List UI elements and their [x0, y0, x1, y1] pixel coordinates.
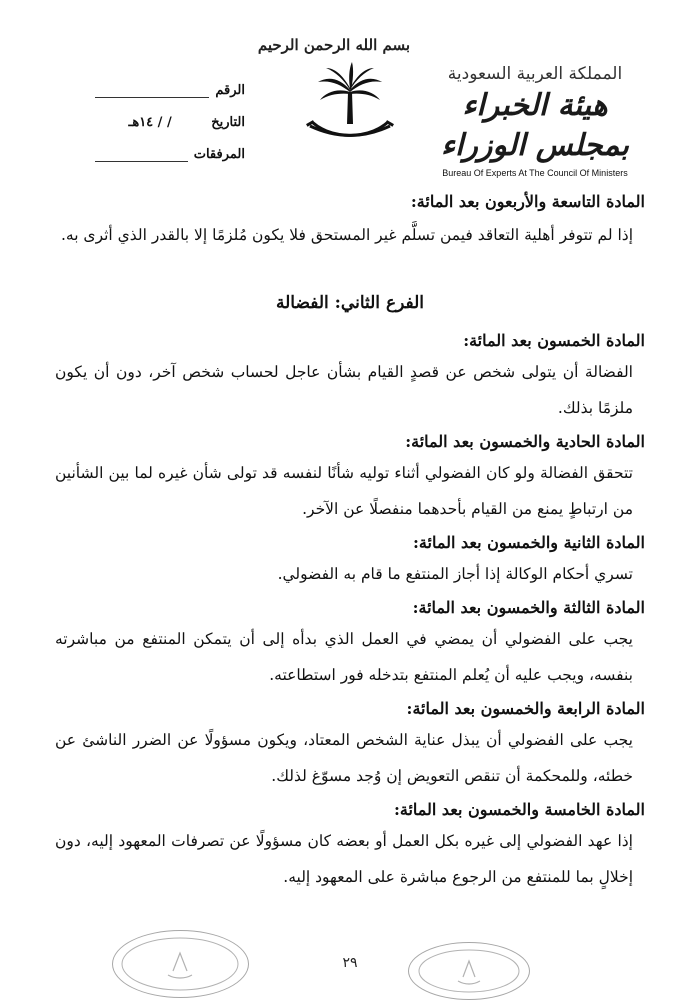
org-kingdom: المملكة العربية السعودية	[447, 64, 623, 84]
date-value: / / ١٤هـ	[128, 115, 172, 130]
attachments-label: المرفقات	[193, 147, 245, 162]
article-text: يجب على الفضولي أن يمضي في العمل الذي بدأه إلى أن يتمكن المنتفع من مباشرته بنفسه، ويجب عليه أن يُعلم المنتفع بتدخله فور استطاعته.	[55, 630, 633, 684]
date-label: التاريخ	[211, 115, 245, 130]
reference-block	[95, 66, 245, 162]
article-heading: المادة الثانية والخمسون بعد المائة:	[413, 533, 645, 552]
article-heading: المادة الرابعة والخمسون بعد المائة:	[406, 699, 645, 718]
org-name: هيئة الخبراء بمجلس الوزراء	[440, 88, 630, 163]
letterhead	[0, 0, 700, 178]
official-seal-icon	[112, 930, 249, 998]
branch-title: الفرع الثاني: الفضالة	[276, 293, 424, 313]
article-heading: المادة التاسعة والأربعون بعد المائة:	[410, 192, 645, 211]
document-body	[55, 180, 645, 895]
article-text: الفضالة أن يتولى شخص عن قصدٍ القيام بشأن عاجل لحساب شخص آخر، دون أن يكون ملزمًا بذلك.	[55, 363, 633, 417]
article-text: يجب على الفضولي أن يبذل عناية الشخص المعتاد، ويكون مسؤولًا عن الضرر الناشئ عن خطئه، وللمحكمة أن تنقص التعويض إن وُجد مسوّغ لذلك.	[55, 731, 633, 785]
date-row	[95, 98, 245, 130]
ref-number-label: الرقم	[215, 83, 245, 98]
article-text: تسري أحكام الوكالة إذا أجاز المنتفع ما قام به الفضولي.	[277, 565, 633, 583]
official-seal-icon	[408, 942, 530, 1000]
article-heading: المادة الخمسون بعد المائة:	[463, 331, 645, 350]
attachments-line	[95, 147, 188, 162]
palm-and-swords-icon	[300, 60, 400, 150]
article-heading: المادة الخامسة والخمسون بعد المائة:	[393, 800, 645, 819]
org-english-name: Bureau Of Experts At The Council Of Ministers	[442, 168, 628, 178]
organization-block	[430, 64, 640, 178]
ref-number-row	[95, 66, 245, 98]
ref-number-line	[95, 83, 209, 98]
article-text: إذا لم تتوفر أهلية التعاقد فيمن تسلَّم غير المستحق فلا يكون مُلزمًا إلا بالقدر الذي أثرى به.	[60, 226, 633, 244]
article-heading: المادة الثالثة والخمسون بعد المائة:	[412, 598, 645, 617]
attachments-row	[95, 130, 245, 162]
article-heading: المادة الحادية والخمسون بعد المائة:	[405, 432, 645, 451]
article-text: تتحقق الفضالة ولو كان الفضولي أثناء توليه شأنًا لنفسه قد تولى شأن غيره لما بين الشأنين من ارتباطٍ يمنع من القيام بأحدهما منفصلًا عن الآخر.	[55, 464, 633, 518]
page-number: ٢٩	[342, 955, 358, 971]
bismillah: بسم الله الرحمن الرحيم	[257, 36, 410, 54]
article-text: إذا عهد الفضولي إلى غيره بكل العمل أو بعضه كان مسؤولًا عن تصرفات المعهود إليه، دون إخلالٍ بما للمنتفع من الرجوع مباشرة على المعهود إليه.	[55, 832, 633, 886]
